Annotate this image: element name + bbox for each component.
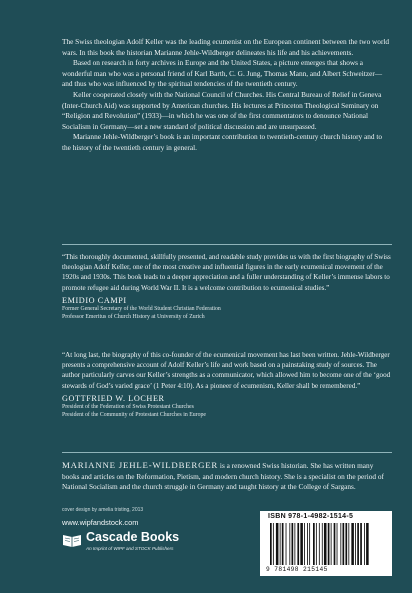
barcode-bar bbox=[322, 523, 323, 565]
barcode-bar bbox=[304, 523, 305, 565]
description-paragraph: Keller cooperated closely with the National Council of Churches. His Central Bureau of Relief in Geneva (Inter-Church Aid) was supported by American churches. His lectures at Princeton Theological Seminary on “Religion and Revolution” (1933)—in which he was one of the first commentators to denounce National Socialism in Germany—set a new standard of political discussion and are unsurpassed. bbox=[62, 89, 382, 131]
barcode-bar bbox=[294, 523, 295, 565]
barcode-bar bbox=[334, 523, 336, 565]
author-name: MARIANNE JEHLE-WILDBERGER bbox=[62, 460, 219, 470]
description-paragraph: Marianne Jehle-Wildberger’s book is an important contribution to twentieth-century church history and to the history of the twentieth century in general. bbox=[62, 132, 383, 152]
barcode-bar bbox=[355, 523, 356, 565]
isbn-label: ISBN 978-1-4982-1514-5 bbox=[268, 513, 354, 520]
barcode-bar bbox=[366, 523, 369, 565]
publisher-url[interactable]: www.wipfandstock.com bbox=[62, 518, 139, 527]
book-description bbox=[62, 37, 392, 154]
barcode-bar bbox=[316, 523, 317, 565]
divider bbox=[62, 244, 392, 245]
endorsement bbox=[62, 350, 392, 419]
author-bio-text: is a renowned Swiss historian. She has written many books and articles on the Reformation, Pietism, and modern church history. She is a specialist on the period of National Socialism and the church struggle in Germany and taught history at the College of Sargans. bbox=[62, 461, 384, 492]
endorser-title: Former General Secretary of the World Student Christian Federation bbox=[62, 306, 221, 313]
barcode-bar bbox=[297, 523, 299, 565]
barcode-bar bbox=[276, 523, 279, 565]
publisher-logo bbox=[62, 530, 212, 560]
barcode-graphic bbox=[268, 523, 384, 565]
barcode-bar bbox=[324, 523, 327, 565]
barcode-bar bbox=[282, 523, 284, 565]
author-bio bbox=[62, 460, 392, 493]
barcode-bar bbox=[270, 523, 272, 565]
barcode-bar bbox=[357, 523, 359, 565]
endorsement-quote: “This thoroughly documented, skillfully presented, and readable study provides us with the first biography of Swiss theologian Adolf Keller, one of the most creative and influential figures in the early ecumenical movement of the 1920s and 1930s. This book leads to a deeper appreciation and a fuller understanding of Keller’s immense labors to promote refugee aid during World War II. It is a welcome contribution to ecumenical studies.” bbox=[62, 253, 391, 292]
barcode-bar bbox=[331, 523, 332, 565]
endorsement-quote: “At long last, the biography of this co-founder of the ecumenical movement has last been written. Jehle-Wildberger presents a comprehensive account of Adolf Keller’s life and work based on a painstaking study of sources. The author particularly carves our Keller’s strengths as a communicator, which allowed him to become one of the ‘good stewards of God’s varied grace’ (1 Peter 4:10). As a pioneer of ecumenism, Keller shall be remembered.” bbox=[62, 351, 391, 390]
barcode-bar bbox=[273, 523, 274, 565]
barcode-bar bbox=[340, 523, 341, 565]
barcode-bar bbox=[280, 523, 281, 565]
barcode-bar bbox=[345, 523, 347, 565]
barcode-bar bbox=[343, 523, 345, 565]
barcode-bar bbox=[313, 523, 315, 565]
barcode-bar bbox=[292, 523, 294, 565]
barcode-bar bbox=[351, 523, 354, 565]
barcode-digits: 9 781498 215145 bbox=[266, 566, 328, 573]
barcode-bar bbox=[319, 523, 320, 565]
barcode-bar bbox=[307, 523, 308, 565]
book-logo-icon bbox=[62, 532, 82, 547]
barcode-bar bbox=[364, 523, 365, 565]
barcode-bar bbox=[348, 523, 349, 565]
endorsement bbox=[62, 252, 392, 321]
endorser-title: Professor Emeritus of Church History at University of Zurich bbox=[62, 313, 205, 320]
barcode-bar bbox=[300, 523, 303, 565]
barcode-bar bbox=[286, 523, 287, 565]
isbn-barcode bbox=[260, 511, 392, 576]
divider bbox=[62, 452, 392, 453]
barcode-bar bbox=[309, 523, 310, 565]
endorser-name: EMIDIO CAMPI bbox=[62, 295, 127, 305]
description-paragraph: The Swiss theologian Adolf Keller was the leading ecumenist on the European continent between the two world wars. In this book the historian Marianne Jehle-Wildberger delineates his life and his achievements. bbox=[62, 37, 390, 57]
barcode-bar bbox=[289, 523, 290, 565]
cover-design-credit: cover design by amelia tristing, 2013 bbox=[62, 507, 144, 513]
barcode-bar bbox=[360, 523, 362, 565]
barcode-bar bbox=[337, 523, 338, 565]
barcode-bar bbox=[328, 523, 330, 565]
publisher-name: Cascade Books bbox=[86, 530, 180, 544]
endorser-name: GOTTFRIED W. LOCHER bbox=[62, 393, 165, 403]
endorser-title: President of the Community of Protestant Churches in Europe bbox=[62, 411, 206, 418]
endorser-title: President of the Federation of Swiss Protestant Churches bbox=[62, 404, 194, 411]
description-paragraph: Based on research in forty archives in Europe and the United States, a picture emerges that shows a wonderful man who was a personal friend of Karl Barth, C. G. Jung, Thomas Mann, and Albert Schweitzer—and thus who was influenced by the spiritual tendencies of the twentieth century. bbox=[62, 58, 383, 89]
publisher-tagline: An Imprint of WIPF and STOCK Publishers bbox=[86, 546, 174, 551]
